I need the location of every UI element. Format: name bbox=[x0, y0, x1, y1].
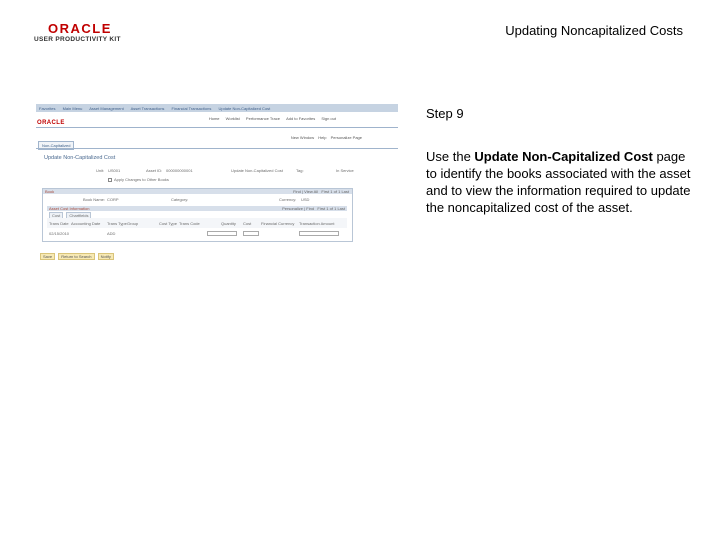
page-link[interactable]: Personalize Page bbox=[330, 135, 362, 140]
asset-label: Asset ID: bbox=[146, 168, 163, 173]
app-logo: ORACLE bbox=[37, 120, 65, 126]
breadcrumb-item[interactable]: Asset Transactions bbox=[130, 106, 165, 111]
subtab-chartfields[interactable]: Chartfields bbox=[66, 212, 91, 219]
app-page-title: Update Non-Capitalized Cost bbox=[44, 155, 116, 161]
grid-col-header: Trans Date bbox=[49, 221, 69, 226]
grid-col-header: Group bbox=[127, 221, 139, 226]
nav-last[interactable]: Last bbox=[337, 206, 345, 211]
grid-col-header: Trans Type bbox=[107, 221, 127, 226]
breadcrumb-item[interactable]: Main Menu bbox=[62, 106, 83, 111]
apply-other-books-checkbox[interactable] bbox=[108, 177, 169, 182]
book-value: CORP bbox=[107, 197, 119, 202]
grid-col-header: Financial Currency bbox=[261, 221, 295, 226]
book-panel bbox=[42, 188, 353, 242]
desc-bold: Update Non-Capitalized Cost bbox=[474, 149, 653, 164]
nav-count: 1 of 1 bbox=[326, 206, 337, 211]
breadcrumb bbox=[36, 104, 398, 112]
return-to-search-button[interactable]: Return to Search bbox=[58, 253, 94, 260]
desc-text: page to identify the books associated with the asset and to view the information required to update the noncapitalized cost of the asset. bbox=[426, 149, 691, 215]
action-bar bbox=[40, 253, 116, 260]
page-link[interactable]: Help bbox=[318, 135, 327, 140]
grid-col-header: Quantity bbox=[221, 221, 236, 226]
category-label: Category: bbox=[171, 197, 189, 202]
tag-label: Tag: bbox=[296, 168, 304, 173]
grid-header bbox=[47, 218, 347, 228]
currency-label: Currency: bbox=[279, 197, 297, 202]
util-link[interactable]: Performance Trace bbox=[245, 116, 280, 121]
unit-label: Unit: bbox=[96, 168, 105, 173]
logo-wordmark: ORACLE bbox=[48, 21, 112, 36]
status-value: In Service bbox=[336, 168, 354, 173]
grid-col-header: Accounting Date bbox=[71, 221, 101, 226]
util-link[interactable]: Sign out bbox=[321, 116, 336, 121]
nav-personalize[interactable]: Personalize bbox=[282, 206, 303, 211]
asset-header-row bbox=[36, 168, 398, 174]
nav-find[interactable]: Find bbox=[293, 189, 301, 194]
page-title: Updating Noncapitalized Costs bbox=[505, 23, 683, 38]
grid-cell-trans-type: ADD bbox=[107, 231, 116, 236]
util-link[interactable]: Home bbox=[208, 116, 220, 121]
nav-view-all[interactable]: View All bbox=[304, 189, 319, 194]
nav-find[interactable]: Find bbox=[306, 206, 315, 211]
cost-input[interactable] bbox=[243, 231, 259, 236]
nav-last[interactable]: Last bbox=[341, 189, 349, 194]
book-panel-nav: Find | View All First 1 of 1 Last bbox=[293, 189, 349, 194]
nav-first[interactable]: First bbox=[317, 206, 326, 211]
breadcrumb-item[interactable]: Asset Management bbox=[89, 106, 124, 111]
tab-divider bbox=[36, 148, 398, 149]
utility-links bbox=[204, 116, 336, 121]
nav-count: 1 of 1 bbox=[330, 189, 341, 194]
subtab-cost[interactable]: Cost bbox=[49, 212, 63, 219]
checkbox-icon[interactable] bbox=[108, 178, 112, 182]
unit-value: US001 bbox=[108, 168, 121, 173]
grid-col-header: Cost Type bbox=[159, 221, 177, 226]
asset-value: 000000000001 bbox=[166, 168, 193, 173]
breadcrumb-item[interactable]: Update Non-Capitalized Cost bbox=[218, 106, 271, 111]
quantity-input[interactable] bbox=[207, 231, 237, 236]
checkbox-label: Apply Changes to Other Books bbox=[114, 177, 169, 182]
breadcrumb-item[interactable]: Favorites bbox=[39, 106, 56, 111]
page-links bbox=[288, 135, 362, 140]
breadcrumb-item[interactable]: Financial Transactions bbox=[171, 106, 212, 111]
grid-col-header: Cost bbox=[243, 221, 252, 226]
transaction-amount-input[interactable] bbox=[299, 231, 339, 236]
book-panel-title: Book bbox=[45, 189, 55, 194]
tab-non-capitalized[interactable]: Non-Capitalized bbox=[38, 141, 74, 150]
step-label: Step 9 bbox=[426, 106, 464, 121]
oracle-upk-logo bbox=[34, 22, 124, 44]
asset-description: Update Non-Capitalized Cost bbox=[231, 168, 283, 173]
util-link[interactable]: Add to Favorites bbox=[286, 116, 316, 121]
book-label: Book Name: bbox=[83, 197, 106, 202]
grid-col-header: Trans Code bbox=[179, 221, 200, 226]
grid-col-header: Transaction Amount bbox=[299, 221, 335, 226]
cost-info-title: Asset Cost Information bbox=[49, 206, 90, 211]
grid-cell-trans-date: 02/15/2010 bbox=[49, 231, 70, 236]
book-row bbox=[43, 194, 352, 204]
util-link[interactable]: Worklist bbox=[225, 116, 240, 121]
header-divider bbox=[36, 127, 398, 128]
logo-subtitle: USER PRODUCTIVITY KIT bbox=[34, 36, 121, 43]
cost-info-nav: Personalize | Find First 1 of 1 Last bbox=[282, 206, 345, 211]
page-link[interactable]: New Window bbox=[290, 135, 315, 140]
save-button[interactable]: Save bbox=[40, 253, 55, 260]
table-row bbox=[47, 230, 347, 236]
currency-value: USD bbox=[301, 197, 310, 202]
step-description bbox=[426, 148, 696, 216]
desc-text: Use the bbox=[426, 149, 475, 164]
application-screenshot bbox=[36, 104, 398, 262]
notify-button[interactable]: Notify bbox=[98, 253, 114, 260]
nav-first[interactable]: First bbox=[321, 189, 330, 194]
cost-info-header bbox=[47, 206, 347, 211]
